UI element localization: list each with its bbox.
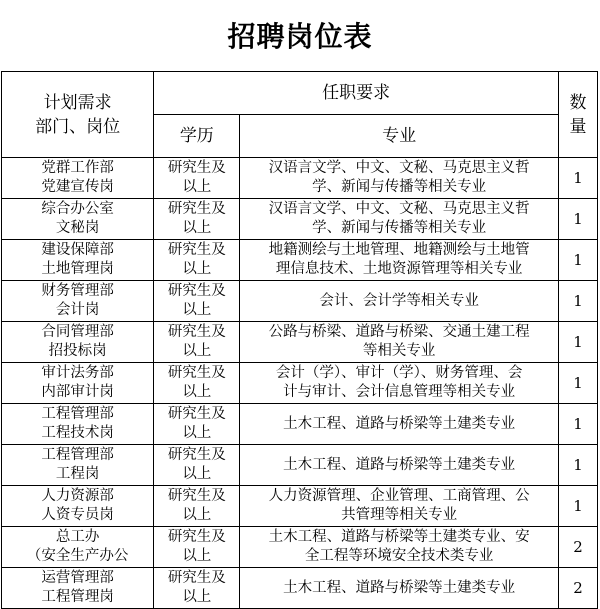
major-line1: 公路与桥梁、道路与桥梁、交通土建工程 xyxy=(268,324,530,340)
major-line2: 理信息技术、土地资源管理等相关专业 xyxy=(275,261,523,277)
education-line1: 研究生及 xyxy=(167,488,226,504)
count-cell xyxy=(558,363,597,404)
education-line2: 以上 xyxy=(182,548,212,564)
count-value: 1 xyxy=(573,168,583,187)
dept-post-cell xyxy=(2,281,154,322)
post-name: 人资专员岗 xyxy=(41,507,114,523)
count-cell xyxy=(558,568,597,609)
page-title: 招聘岗位表 xyxy=(227,20,373,53)
education-line1: 研究生及 xyxy=(167,365,226,381)
post-name: 工程技术岗 xyxy=(41,425,114,441)
major-line2: 计与审计、会计信息管理等相关专业 xyxy=(283,384,516,400)
dept-post-cell xyxy=(2,486,154,527)
header-education: 学历 xyxy=(154,115,240,158)
count-cell xyxy=(558,527,597,568)
major-cell xyxy=(240,322,559,363)
post-name: 土地管理岗 xyxy=(41,261,114,277)
education-line1: 研究生及 xyxy=(167,242,226,258)
education-line1: 研究生及 xyxy=(167,570,226,586)
table-row xyxy=(2,281,598,322)
major-cell xyxy=(240,240,559,281)
education-cell xyxy=(154,363,240,404)
major-line1: 土木工程、道路与桥梁等土建类专业 xyxy=(283,415,516,432)
count-value: 1 xyxy=(573,250,583,269)
count-cell xyxy=(558,322,597,363)
post-name: 党建宣传岗 xyxy=(41,179,114,195)
education-cell xyxy=(154,240,240,281)
education-line2: 以上 xyxy=(182,425,212,441)
dept-name: 工程管理部 xyxy=(41,406,114,422)
education-line1: 研究生及 xyxy=(167,447,226,463)
major-cell xyxy=(240,486,559,527)
header-count-line2: 量 xyxy=(569,116,587,137)
major-line1: 土木工程、道路与桥梁等土建类专业 xyxy=(283,579,516,596)
education-line1: 研究生及 xyxy=(167,201,226,217)
major-line1: 会计（学）、审计（学）、财务管理、会 xyxy=(275,365,523,381)
count-cell xyxy=(558,158,597,199)
header-count xyxy=(558,72,597,158)
education-line1: 研究生及 xyxy=(167,160,226,176)
education-line2: 以上 xyxy=(182,302,212,318)
table-row xyxy=(2,199,598,240)
count-cell xyxy=(558,281,597,322)
table-row xyxy=(2,568,598,609)
dept-name: 建设保障部 xyxy=(41,242,114,258)
education-line2: 以上 xyxy=(182,343,212,359)
dept-name: 合同管理部 xyxy=(41,324,114,340)
count-cell xyxy=(558,404,597,445)
education-cell xyxy=(154,527,240,568)
major-line1: 土木工程、道路与桥梁等土建类专业 xyxy=(283,456,516,473)
major-cell xyxy=(240,199,559,240)
education-line2: 以上 xyxy=(182,179,212,195)
count-cell xyxy=(558,486,597,527)
post-name: （安全生产办公 xyxy=(26,548,129,564)
education-line2: 以上 xyxy=(182,589,212,605)
header-dept-line2: 部门、岗位 xyxy=(35,116,121,137)
major-line1: 地籍测绘与土地管理、地籍测绘与土地管 xyxy=(268,242,530,258)
major-cell xyxy=(240,281,559,322)
header-dept-line1: 计划需求 xyxy=(43,92,112,113)
count-value: 1 xyxy=(573,455,583,474)
count-cell xyxy=(558,240,597,281)
major-line2: 全工程等环境安全技术类专业 xyxy=(304,548,494,564)
education-line1: 研究生及 xyxy=(167,529,226,545)
major-line2: 等相关专业 xyxy=(362,343,436,359)
major-cell xyxy=(240,363,559,404)
major-cell xyxy=(240,158,559,199)
post-name: 会计岗 xyxy=(55,302,100,318)
count-value: 1 xyxy=(573,291,583,310)
count-value: 2 xyxy=(573,578,583,597)
major-cell xyxy=(240,568,559,609)
count-value: 1 xyxy=(573,209,583,228)
dept-name: 人力资源部 xyxy=(41,488,114,504)
dept-post-cell xyxy=(2,404,154,445)
count-value: 1 xyxy=(573,373,583,392)
education-cell xyxy=(154,199,240,240)
table-row xyxy=(2,445,598,486)
dept-post-cell xyxy=(2,322,154,363)
education-line1: 研究生及 xyxy=(167,324,226,340)
education-line1: 研究生及 xyxy=(167,406,226,422)
major-line1: 汉语言文学、中文、文秘、马克思主义哲 xyxy=(268,201,530,217)
major-cell xyxy=(240,527,559,568)
dept-name: 总工办 xyxy=(55,529,100,545)
post-name: 工程管理岗 xyxy=(41,589,114,605)
major-line2: 学、新闻与传播等相关专业 xyxy=(312,179,487,195)
dept-post-cell xyxy=(2,445,154,486)
dept-name: 运营管理部 xyxy=(41,570,114,586)
dept-name: 财务管理部 xyxy=(41,283,114,299)
major-cell xyxy=(240,445,559,486)
count-cell xyxy=(558,199,597,240)
dept-post-cell xyxy=(2,240,154,281)
education-cell xyxy=(154,486,240,527)
education-cell xyxy=(154,158,240,199)
dept-name: 党群工作部 xyxy=(41,160,114,176)
major-line2: 学、新闻与传播等相关专业 xyxy=(312,220,487,236)
table-row xyxy=(2,404,598,445)
major-cell xyxy=(240,404,559,445)
header-count-line1: 数 xyxy=(569,92,587,113)
count-value: 1 xyxy=(573,496,583,515)
major-line1: 会计、会计学等相关专业 xyxy=(319,292,479,309)
major-line1: 汉语言文学、中文、文秘、马克思主义哲 xyxy=(268,160,530,176)
header-requirements: 任职要求 xyxy=(154,72,559,115)
count-value: 2 xyxy=(573,537,583,556)
table-row xyxy=(2,322,598,363)
header-dept-post xyxy=(2,72,154,158)
table-row xyxy=(2,363,598,404)
dept-name: 工程管理部 xyxy=(41,447,114,463)
education-line2: 以上 xyxy=(182,507,212,523)
recruitment-table xyxy=(1,71,598,609)
count-value: 1 xyxy=(573,414,583,433)
post-name: 文秘岗 xyxy=(55,220,100,236)
education-line2: 以上 xyxy=(182,466,212,482)
education-cell xyxy=(154,281,240,322)
major-line1: 人力资源管理、企业管理、工商管理、公 xyxy=(268,488,530,504)
post-name: 招投标岗 xyxy=(48,343,107,359)
dept-post-cell xyxy=(2,158,154,199)
education-cell xyxy=(154,445,240,486)
header-major: 专业 xyxy=(240,115,559,158)
dept-post-cell xyxy=(2,568,154,609)
table-row xyxy=(2,240,598,281)
table-row xyxy=(2,527,598,568)
count-cell xyxy=(558,445,597,486)
education-cell xyxy=(154,568,240,609)
dept-post-cell xyxy=(2,199,154,240)
education-line1: 研究生及 xyxy=(167,283,226,299)
education-line2: 以上 xyxy=(182,384,212,400)
post-name: 工程岗 xyxy=(55,466,100,482)
count-value: 1 xyxy=(573,332,583,351)
table-row xyxy=(2,486,598,527)
table-row xyxy=(2,158,598,199)
education-cell xyxy=(154,404,240,445)
education-cell xyxy=(154,322,240,363)
dept-name: 综合办公室 xyxy=(41,201,114,217)
dept-post-cell xyxy=(2,363,154,404)
dept-name: 审计法务部 xyxy=(41,365,114,381)
major-line2: 共管理等相关专业 xyxy=(341,507,458,523)
post-name: 内部审计岗 xyxy=(41,384,114,400)
education-line2: 以上 xyxy=(182,220,212,236)
major-line1: 土木工程、道路与桥梁等土建类专业、安 xyxy=(268,529,530,545)
dept-post-cell xyxy=(2,527,154,568)
education-line2: 以上 xyxy=(182,261,212,277)
